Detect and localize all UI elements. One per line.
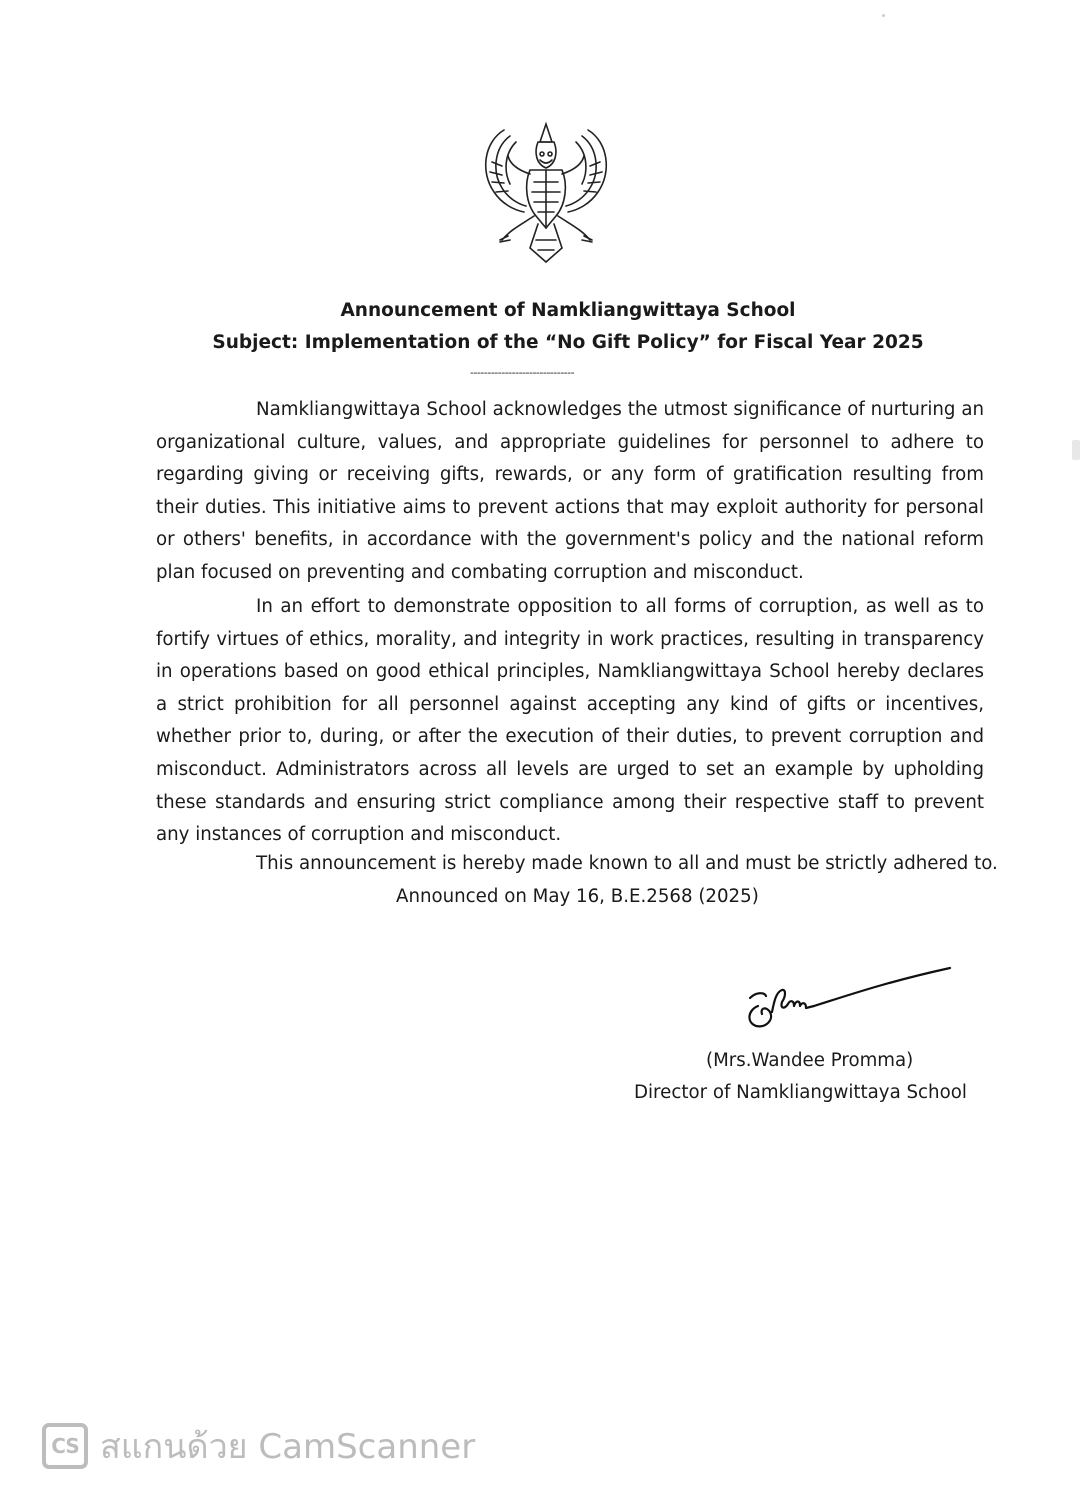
scan-speck <box>882 14 885 17</box>
watermark-text: สแกนด้วย CamScanner <box>100 1427 476 1467</box>
closing-statement: This announcement is hereby made known to all and must be strictly adhered to. <box>256 853 998 874</box>
announcement-subject: Subject: Implementation of the “No Gift Policy” for Fiscal Year 2025 <box>212 332 924 353</box>
camscanner-logo-icon: CS <box>42 1423 88 1469</box>
handwritten-signature-icon <box>736 962 956 1034</box>
body-paragraph-2 <box>156 591 984 852</box>
announcement-title: Announcement of Namkliangwittaya School <box>340 300 796 321</box>
scan-speck <box>1072 440 1080 460</box>
body-paragraph-1 <box>156 394 984 590</box>
garuda-emblem-icon <box>474 112 618 268</box>
signatory-name: (Mrs.Wandee Promma) <box>706 1050 914 1071</box>
announcement-date: Announced on May 16, B.E.2568 (2025) <box>396 886 759 907</box>
title-divider: ------------------------------ <box>470 366 575 379</box>
paragraph-2-text: In an effort to demonstrate opposition to all forms of corruption, as well as to fortify virtues of ethics, morality, and integrity in work practices, resulting in transparency in operations based on good ethical principles, Namkliangwittaya School hereby declares a strict prohibition for all personnel against accepting any kind of gifts or incentives, whether prior to, during, or after the execution of their duties, to prevent corruption and misconduct. Administrators across all levels are urged to set an example by upholding these standards and ensuring strict compliance among their respective staff to prevent any instances of corruption and misconduct. <box>156 596 984 846</box>
camscanner-watermark <box>42 1421 475 1471</box>
paragraph-1-text: Namkliangwittaya School acknowledges the utmost significance of nurturing an organizational culture, values, and appropriate guidelines for personnel to adhere to regarding giving or receiving gifts, rewards, or any form of gratification resulting from their duties. This initiative aims to prevent actions that may exploit authority for personal or others' benefits, in accordance with the government's policy and the national reform plan focused on preventing and combating corruption and misconduct. <box>156 399 984 583</box>
signatory-title: Director of Namkliangwittaya School <box>634 1082 967 1103</box>
